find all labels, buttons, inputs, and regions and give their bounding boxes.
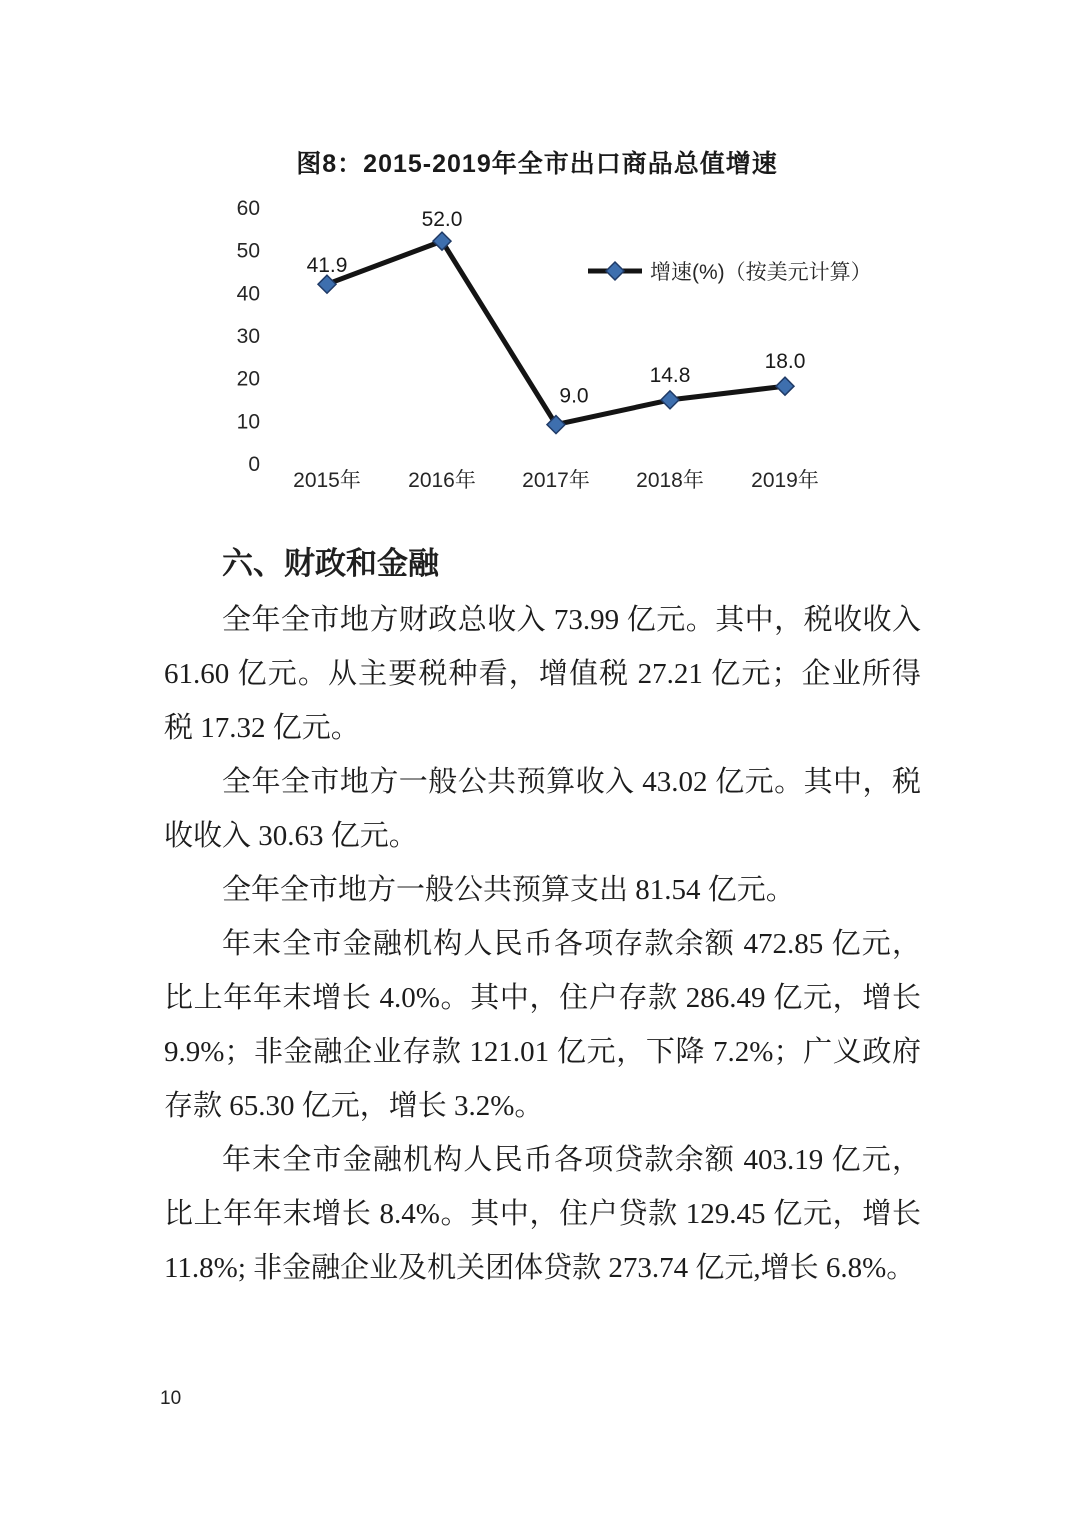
- x-axis-tick-label: 2018年: [636, 469, 704, 492]
- paragraph: 全年全市地方财政总收入 73.99 亿元。其中，税收收入 61.60 亿元。从主要税种看，增值税 27.21 亿元；企业所得税 17.32 亿元。: [164, 604, 921, 744]
- y-axis-tick-label: 20: [236, 367, 260, 391]
- x-axis-tick-label: 2017年: [522, 469, 590, 492]
- section-heading: 六、财政和金融: [222, 546, 439, 581]
- paragraph: 全年全市地方一般公共预算收入 43.02 亿元。其中，税收收入 30.63 亿元。: [164, 766, 921, 852]
- data-label: 41.9: [306, 254, 348, 278]
- data-label: 52.0: [421, 208, 463, 232]
- diamond-marker: [776, 377, 794, 395]
- x-axis-tick-label: 2015年: [293, 469, 361, 492]
- diamond-marker: [661, 391, 679, 409]
- x-axis-tick-label: 2016年: [408, 469, 476, 492]
- y-axis-tick-label: 10: [236, 410, 260, 434]
- legend-marker-icon: [606, 262, 624, 280]
- paragraph: 年末全市金融机构人民币各项存款余额 472.85 亿元，比上年年末增长 4.0%。其中，住户存款 286.49 亿元，增长 9.9%；非金融企业存款 121.01 亿元，下降 7.2%；广义政府存款 65.30 亿元，增长 3.2%。: [164, 928, 921, 1122]
- page-number: 10: [160, 1388, 182, 1409]
- data-label: 14.8: [649, 363, 691, 387]
- data-label: 9.0: [559, 384, 589, 408]
- chart-title: 图8：2015-2019年全市出口商品总值增速: [296, 150, 778, 178]
- y-axis-tick-label: 50: [236, 239, 260, 263]
- x-axis-tick-label: 2019年: [751, 469, 819, 492]
- y-axis-tick-label: 0: [248, 453, 260, 476]
- data-label: 18.0: [764, 350, 806, 374]
- legend-label: 增速(%)（按美元计算）: [650, 261, 872, 284]
- y-axis-tick-label: 40: [236, 282, 260, 306]
- paragraph: 全年全市地方一般公共预算支出 81.54 亿元。: [222, 874, 795, 906]
- export-growth-line-chart: [155, 185, 915, 515]
- paragraph: 年末全市金融机构人民币各项贷款余额 403.19 亿元，比上年年末增长 8.4%。其中，住户贷款 129.45 亿元，增长 11.8%; 非金融企业及机关团体贷款 273.74 亿元,增长 6.8%。: [164, 1144, 921, 1284]
- y-axis-tick-label: 30: [236, 325, 260, 348]
- body-paragraphs: [164, 593, 921, 1295]
- y-axis-tick-label: 60: [236, 197, 260, 220]
- diamond-marker: [318, 275, 336, 293]
